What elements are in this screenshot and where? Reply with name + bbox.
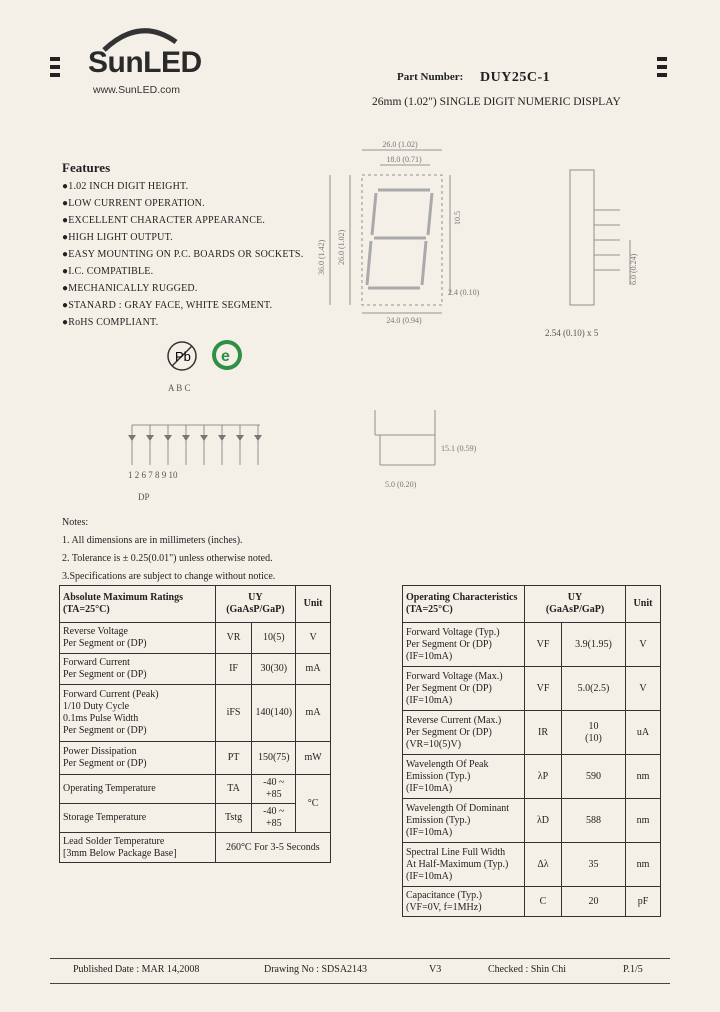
table-header: Unit [296,586,331,623]
table-row: Capacitance (Typ.) (VF=0V, f=1MHz) C 20 pF [403,887,661,917]
dim-text: 36.0 (1.42) [317,239,326,275]
feature-item: ●STANARD : GRAY FACE, WHITE SEGMENT. [62,300,273,311]
left-header-bars [50,57,60,81]
feature-item: ●MECHANICALLY RUGGED. [62,283,198,294]
dim-text: 15.1 (0.59) [441,444,477,453]
table-row: Storage Temperature Tstg -40 ~ +85 [60,804,331,833]
feature-item: ●LOW CURRENT OPERATION. [62,198,205,209]
table-row: Wavelength Of Dominant Emission (Typ.) (IF=10mA) λD 588 nm [403,799,661,843]
side-view-drawing [560,165,660,345]
svg-text:Pb: Pb [175,349,191,364]
feature-item: ●EXCELLENT CHARACTER APPEARANCE. [62,215,266,226]
feature-item: ●1.02 INCH DIGIT HEIGHT. [62,181,189,192]
table-row: Wavelength Of Peak Emission (Typ.) (IF=10mA) λP 590 nm [403,755,661,799]
feature-item: ●EASY MOUNTING ON P.C. BOARDS OR SOCKETS. [62,249,304,260]
dim-text: 26.0 (1.02) [337,229,346,265]
note-item: 2. Tolerance is ± 0.25(0.01") unless otherwise noted. [62,553,273,564]
table-row: Operating Temperature TA -40 ~ +85 °C [60,775,331,804]
drawing-number: Drawing No : SDSA2143 [264,964,368,975]
circuit-schematic [120,405,270,505]
eco-rohs-icon [210,338,244,372]
brand-logo: SunLED [88,46,202,79]
features-list [62,178,303,331]
lead-free-icon [166,340,198,372]
table-header: UY (GaAsP/GaP) [215,586,295,623]
page-number: P.1/5 [623,964,643,975]
features-title: Features [62,160,111,175]
table-row: Forward Current Per Segment or (DP) IF 30(30) mA [60,654,331,685]
notes-section [62,514,275,586]
badge-captions: A B C [168,383,191,393]
right-header-bars [657,57,667,81]
footer-rule [50,958,670,959]
brand-url: www.SunLED.com [93,84,180,96]
dim-text: 18.0 (0.71) [386,155,422,164]
page-subtitle: 26mm (1.02") SINGLE DIGIT NUMERIC DISPLAY [372,96,621,108]
dim-text: 5.0 (0.20) [385,480,417,489]
table-row: Reverse Current (Max.) Per Segment Or (DP) (VR=10(5)V) IR 10 (10) uA [403,711,661,755]
svg-text:e: e [221,348,230,365]
absolute-max-ratings-table [59,585,331,863]
part-number: DUY25C-1 [480,70,551,85]
table-header: UY (GaAsP/GaP) [525,586,626,623]
front-view-drawing [317,135,480,325]
note-item: 3.Specifications are subject to change without notice. [62,571,276,582]
part-number-label: Part Number: [397,71,464,83]
notes-title: Notes: [62,517,89,528]
feature-item: ●I.C. COMPATIBLE. [62,266,154,277]
pitch-dim: 2.54 (0.10) x 5 [545,328,599,338]
operating-characteristics-table [402,585,661,917]
version: V3 [429,964,442,975]
schematic-pins: 1 2 6 7 8 9 10 [128,470,178,480]
table-row: Forward Voltage (Max.) Per Segment Or (DP) (IF=10mA) VF 5.0(2.5) V [403,667,661,711]
table-row: Power Dissipation Per Segment or (DP) PT 150(75) mW [60,742,331,775]
table-header: Absolute Maximum Ratings (TA=25°C) [60,586,216,623]
schematic-letters: DP [138,492,150,502]
table-row: Forward Current (Peak) 1/10 Duty Cycle 0.1ms Pulse Width Per Segment or (DP) iFS 140(140) mA [60,685,331,742]
note-item: 1. All dimensions are in millimeters (inches). [62,535,243,546]
checked-by: Checked : Shin Chi [488,964,567,975]
dim-text: 24.0 (0.94) [386,316,422,325]
feature-item: ●RoHS COMPLIANT. [62,317,159,328]
dim-text: 6.0 (0.24) [629,253,638,285]
table-row: Forward Voltage (Typ.) Per Segment Or (DP) (IF=10mA) VF 3.9(1.95) V [403,623,661,667]
lead-drawing [365,405,505,490]
feature-item: ●HIGH LIGHT OUTPUT. [62,232,173,243]
table-row: Lead Solder Temperature [3mm Below Package Base] 260°C For 3-5 Seconds [60,833,331,863]
table-row: Reverse Voltage Per Segment or (DP) VR 10(5) V [60,623,331,654]
dim-text: 2.4 (0.10) [448,288,480,297]
published-date: Published Date : MAR 14,2008 [73,964,200,975]
table-row: Spectral Line Full Width At Half-Maximum (Typ.) (IF=10mA) Δλ 35 nm [403,843,661,887]
table-header: Unit [626,586,661,623]
dim-text: 10.5 [453,211,462,225]
footer-rule-bottom [50,983,670,984]
dim-text: 26.0 (1.02) [382,140,418,149]
table-header: Operating Characteristics (TA=25°C) [403,586,525,623]
